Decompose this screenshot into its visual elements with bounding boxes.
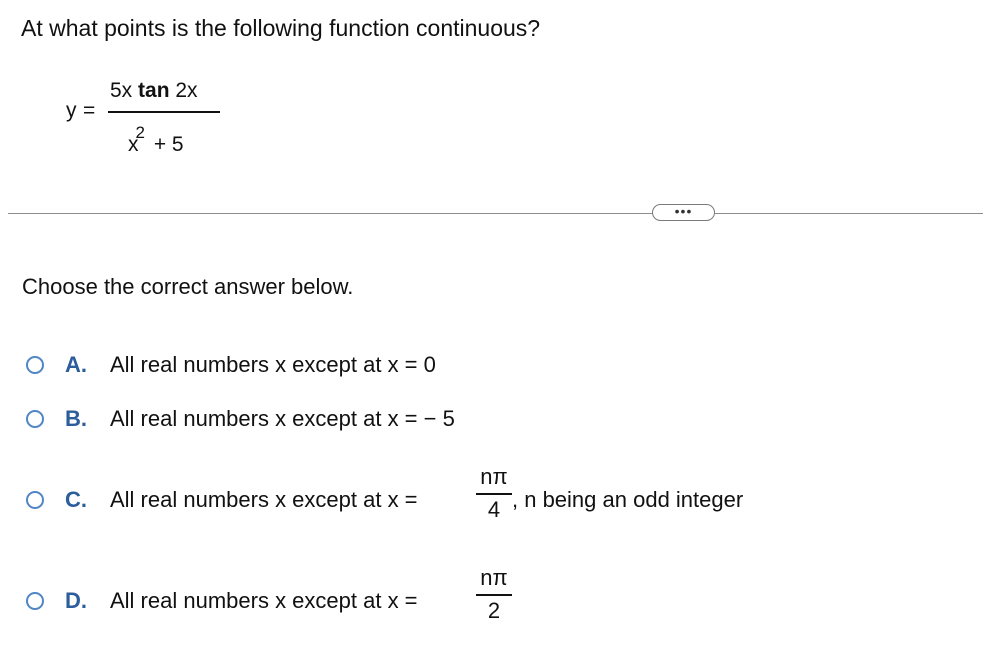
fraction-c-denominator: 4: [487, 497, 501, 522]
equation-denominator: [128, 123, 184, 159]
numerator-coefficient: 5x: [110, 79, 139, 102]
section-divider: [8, 213, 983, 214]
function-equation: [66, 76, 246, 158]
fraction-d-denominator: 2: [487, 598, 501, 623]
more-options-button[interactable]: •••: [652, 204, 715, 221]
option-letter-d: D.: [65, 588, 87, 613]
numerator-function: tan: [138, 79, 170, 102]
fraction-d-bar: [476, 594, 512, 596]
equation-lhs: y: [66, 99, 77, 122]
option-tail-c: , n being an odd integer: [512, 487, 744, 512]
option-letter-b: B.: [65, 406, 87, 431]
option-text-c: All real numbers x except at x =: [110, 487, 418, 512]
fraction-c: [476, 463, 512, 524]
equation-numerator: [110, 78, 198, 104]
answer-prompt: Choose the correct answer below.: [22, 274, 354, 299]
option-a[interactable]: [26, 351, 496, 379]
option-b[interactable]: [26, 404, 526, 432]
option-text-a: All real numbers x except at x = 0: [110, 352, 436, 377]
radio-button-d[interactable]: [26, 592, 44, 610]
numerator-argument: 2x: [169, 79, 198, 102]
denominator-exponent: 2: [135, 123, 145, 142]
fraction-d: [476, 564, 512, 625]
option-text-b: All real numbers x except at x = − 5: [110, 406, 455, 431]
radio-button-c[interactable]: [26, 491, 44, 509]
option-letter-a: A.: [65, 352, 87, 377]
fraction-d-numerator: nπ: [480, 565, 508, 590]
fraction-c-bar: [476, 493, 512, 495]
radio-button-b[interactable]: [26, 410, 44, 428]
option-text-d: All real numbers x except at x =: [110, 588, 418, 613]
question-text: At what points is the following function continuous?: [21, 15, 541, 41]
equation-equals: =: [83, 99, 96, 122]
option-c[interactable]: [26, 466, 796, 530]
radio-button-a[interactable]: [26, 356, 44, 374]
option-letter-c: C.: [65, 487, 87, 512]
denominator-base: x: [128, 133, 139, 156]
fraction-c-numerator: nπ: [480, 464, 508, 489]
fraction-bar: [108, 111, 220, 113]
denominator-rest: + 5: [153, 133, 184, 156]
option-d[interactable]: [26, 566, 516, 630]
